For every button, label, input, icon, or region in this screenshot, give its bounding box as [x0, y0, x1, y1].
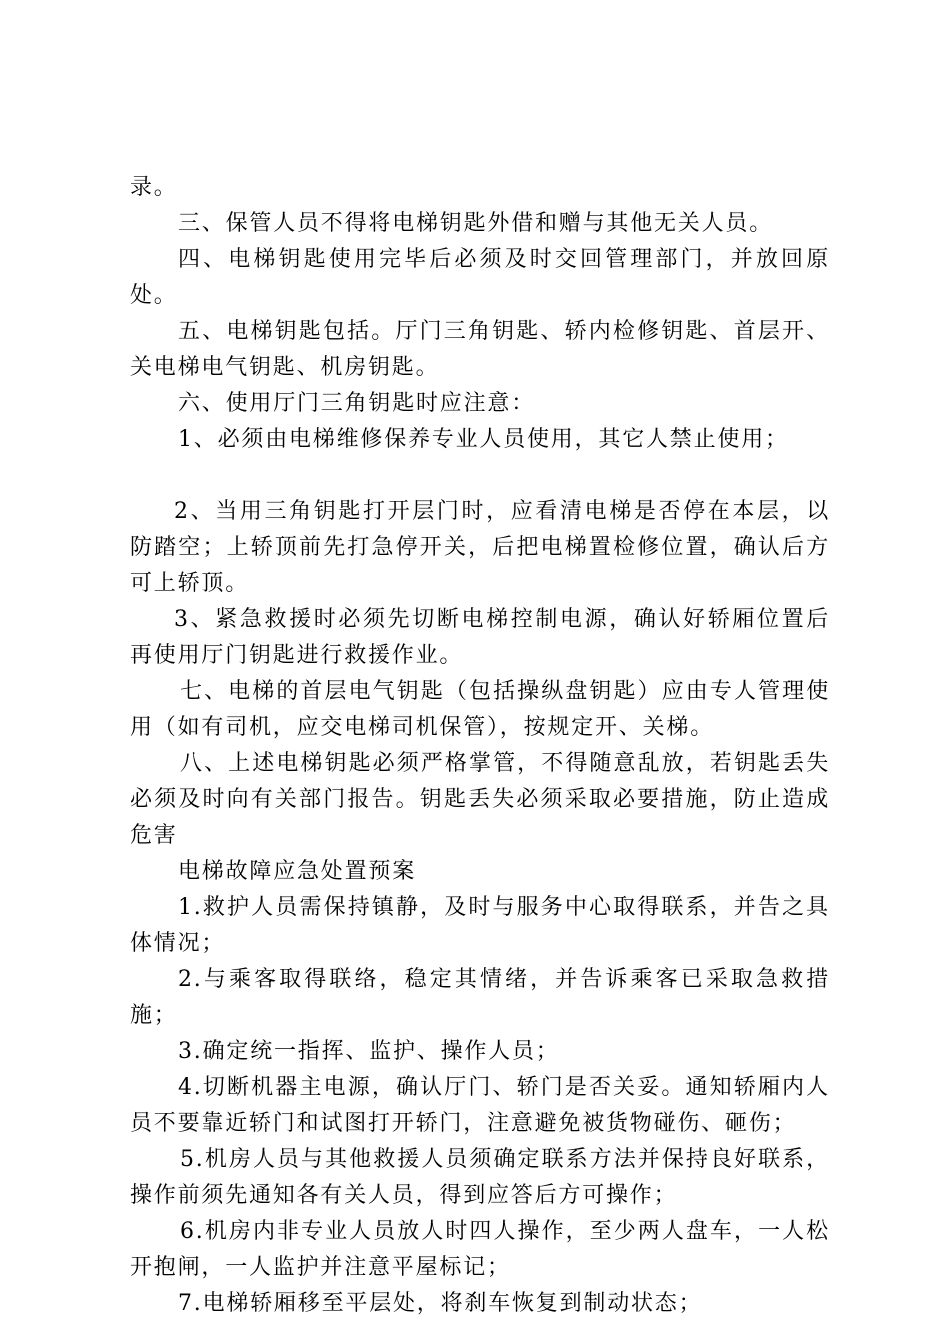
plan-step-7: 7.电梯轿厢移至平层处，将刹车恢复到制动状态； — [178, 1291, 703, 1316]
paragraph-item-7: 七、电梯的首层电气钥匙（包括操纵盘钥匙）应由专人管理使用（如有司机，应交电梯司机保管），按规定开、关梯。 — [130, 679, 830, 740]
paragraph-item-5: 五、电梯钥匙包括。厅门三角钥匙、轿内检修钥匙、首层开、关电梯电气钥匙、机房钥匙。 — [130, 319, 830, 380]
section-heading: 电梯故障应急处置预案 — [178, 859, 417, 884]
paragraph-item-6: 六、使用厅门三角钥匙时应注意： — [178, 391, 536, 416]
document-body — [130, 170, 830, 1322]
paragraph-sub-2: 2、当用三角钥匙打开层门时，应看清电梯是否停在本层，以防踏空；上轿顶前先打急停开关，后把电梯置检修位置，确认后方可上轿顶。 — [130, 499, 830, 596]
paragraph-continuation: 录。 — [130, 175, 178, 200]
plan-step-6: 6.机房内非专业人员放人时四人操作，至少两人盘车，一人松开抱闸，一人监护并注意平屋标记； — [130, 1219, 830, 1280]
paragraph-sub-3: 3、紧急救援时必须先切断电梯控制电源，确认好轿厢位置后再使用厅门钥匙进行救援作业。 — [130, 607, 830, 668]
plan-step-2: 2.与乘客取得联络，稳定其情绪，并告诉乘客已采取急救措施； — [130, 967, 830, 1028]
paragraph-sub-1: 1、必须由电梯维修保养专业人员使用，其它人禁止使用； — [178, 427, 789, 452]
plan-step-3: 3.确定统一指挥、监护、操作人员； — [178, 1039, 560, 1064]
plan-step-5: 5.机房人员与其他救援人员须确定联系方法并保持良好联系，操作前须先通知各有关人员，得到应答后方可操作； — [130, 1147, 830, 1208]
paragraph-item-4: 四、电梯钥匙使用完毕后必须及时交回管理部门，并放回原处。 — [130, 247, 830, 308]
paragraph-item-8: 八、上述电梯钥匙必须严格掌管，不得随意乱放，若钥匙丢失必须及时向有关部门报告。钥匙丢失必须采取必要措施，防止造成危害 — [130, 751, 830, 848]
blank-line — [130, 458, 830, 494]
paragraph-item-3: 三、保管人员不得将电梯钥匙外借和赠与其他无关人员。 — [178, 211, 774, 236]
plan-step-4: 4.切断机器主电源，确认厅门、轿门是否关妥。通知轿厢内人员不要靠近轿门和试图打开轿门，注意避免被货物碰伤、砸伤； — [130, 1075, 830, 1136]
plan-step-1: 1.救护人员需保持镇静，及时与服务中心取得联系，并告之具体情况； — [130, 895, 830, 956]
